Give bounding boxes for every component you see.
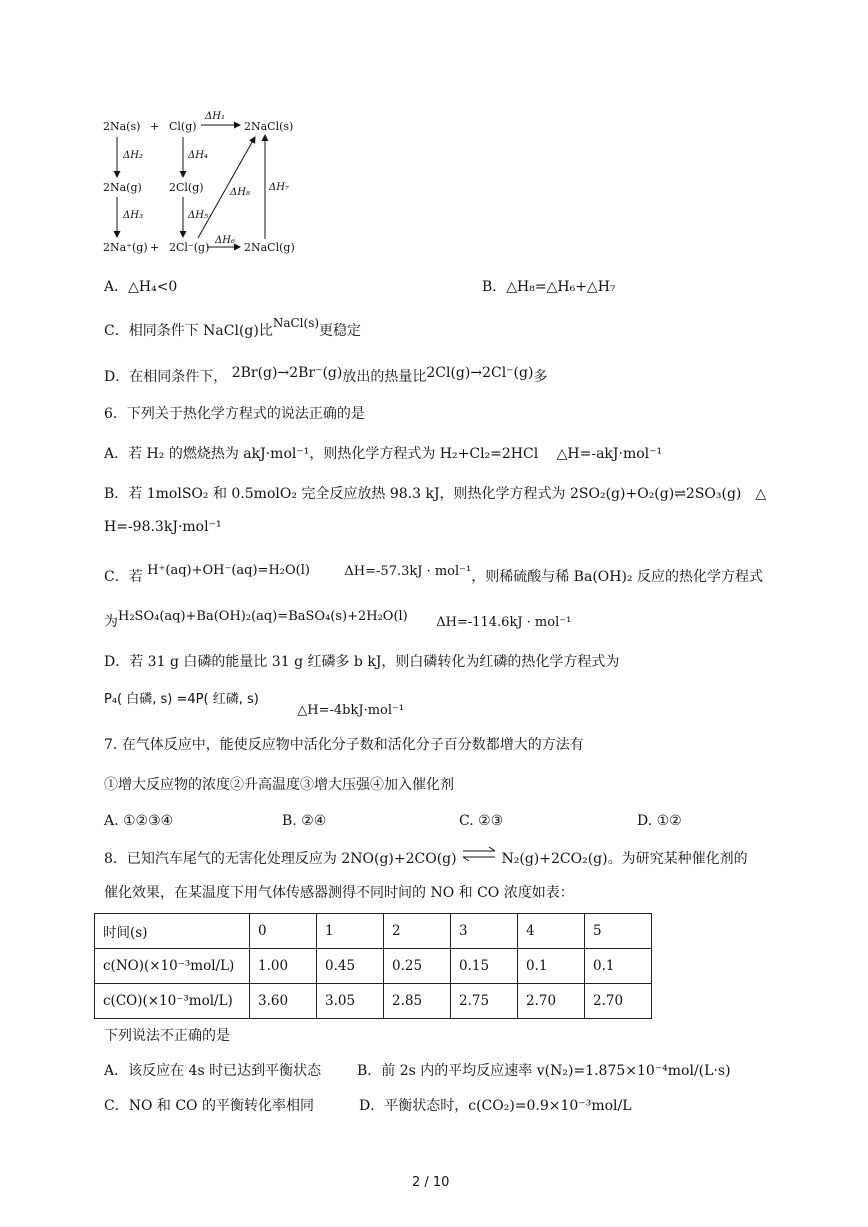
table-cell: 3.60 xyxy=(250,984,317,1019)
species-2na-s: 2Na(s) xyxy=(103,120,141,133)
species-2nacl-s: 2NaCl(s) xyxy=(244,120,294,133)
table-header-cell: 2 xyxy=(384,914,451,949)
table-header-cell: 3 xyxy=(451,914,518,949)
table-row xyxy=(95,949,652,984)
q8-stem-line2: 催化效果，在某温度下用气体传感器测得不同时间的 NO 和 CO 浓度如表： xyxy=(104,885,574,901)
q6-d-dh: △H=-4bkJ·mol⁻¹ xyxy=(297,703,405,718)
q7-option-b: B. ②④ xyxy=(282,813,327,829)
q7-stem: 7. 在气体反应中，能使反应物中活化分子数和活化分子百分数都增大的方法有 xyxy=(104,737,584,753)
plus-sign: + xyxy=(150,241,160,254)
q6-stem: 6．下列关于热化学方程式的说法正确的是 xyxy=(104,406,365,422)
equilibrium-arrow-icon xyxy=(461,847,497,861)
q6-option-d-line1: D．若 31 g 白磷的能量比 31 g 红磷多 b kJ，则白磷转化为红磷的热化学方程式为 xyxy=(104,654,620,670)
table-header-cell: 0 xyxy=(250,914,317,949)
table-cell: 3.05 xyxy=(317,984,384,1019)
energy-cycle-diagram xyxy=(95,105,315,265)
species-2cl-ion: 2Cl⁻(g) xyxy=(169,241,210,254)
species-2na-ion: 2Na⁺(g) xyxy=(103,241,148,254)
q6-c-dh: ΔH=-57.3kJ · mol⁻¹ xyxy=(344,564,472,579)
label-dh4: ΔH₄ xyxy=(188,150,208,161)
table-cell: 2.75 xyxy=(451,984,518,1019)
species-2cl-g: 2Cl(g) xyxy=(169,181,204,194)
table-cell: c(NO)(×10⁻³mol/L) xyxy=(95,949,250,984)
q8-option-a: A．该反应在 4s 时已达到平衡状态 xyxy=(104,1063,322,1079)
table-cell: 0.15 xyxy=(451,949,518,984)
q6-option-c-line2 xyxy=(104,611,571,631)
q8-stem-prefix: 8．已知汽车尾气的无害化处理反应为 2NO(g)+2CO(g) xyxy=(104,851,457,867)
q5-c-prefix: C．相同条件下 NaCl(g)比 xyxy=(104,323,273,339)
q6-c-formula: H⁺(aq)+OH⁻(aq)=H₂O(l) xyxy=(147,563,310,578)
table-cell: 0.1 xyxy=(585,949,652,984)
table-cell: 0.45 xyxy=(317,949,384,984)
q5-d-middle: 放出的热量比 xyxy=(342,369,427,385)
q8-after-table: 下列说法不正确的是 xyxy=(104,1028,230,1044)
table-cell: 0.1 xyxy=(518,949,585,984)
species-2nacl-g: 2NaCl(g) xyxy=(244,241,295,254)
label-dh6: ΔH₆ xyxy=(215,235,235,246)
table-cell: 2.85 xyxy=(384,984,451,1019)
q6-option-a: A．若 H₂ 的燃烧热为 akJ·mol⁻¹，则热化学方程式为 H₂+Cl₂=2HCl △H=-akJ·mol⁻¹ xyxy=(104,446,663,462)
q5-d-suffix: 多 xyxy=(533,369,548,385)
table-cell: 0.25 xyxy=(384,949,451,984)
q8-stem-line1 xyxy=(104,848,748,868)
label-dh8: ΔH₈ xyxy=(230,187,250,198)
q6-c2-prefix: 为 xyxy=(104,614,118,630)
q5-c-formula: NaCl(s) xyxy=(272,316,320,330)
concentration-table xyxy=(94,913,652,1019)
q8-option-c: C．NO 和 CO 的平衡转化率相同 xyxy=(104,1098,314,1114)
label-dh3: ΔH₃ xyxy=(123,210,143,221)
q6-c-suffix: ，则稀硫酸与稀 Ba(OH)₂ 反应的热化学方程式 xyxy=(471,569,763,585)
q5-option-b: B．△H₈=△H₆+△H₇ xyxy=(482,279,616,295)
q6-option-b-line2: H=-98.3kJ·mol⁻¹ xyxy=(104,519,222,535)
q5-d-formula-2: 2Cl(g)→2Cl⁻(g) xyxy=(426,365,534,381)
q8-option-b: B．前 2s 内的平均反应速率 v(N₂)=1.875×10⁻⁴mol/(L·s) xyxy=(357,1063,731,1079)
species-cl-g: Cl(g) xyxy=(169,120,197,133)
table-header-cell: 5 xyxy=(585,914,652,949)
table-header-cell: 时间(s) xyxy=(95,914,250,949)
species-2na-g: 2Na(g) xyxy=(103,181,142,194)
label-dh7: ΔH₇ xyxy=(269,182,289,193)
q6-c-prefix: C．若 xyxy=(104,569,143,585)
q6-c2-dh: ΔH=-114.6kJ · mol⁻¹ xyxy=(436,615,572,630)
table-header-row xyxy=(95,914,652,949)
q8-stem-suffix: N₂(g)+2CO₂(g)。为研究某种催化剂的 xyxy=(501,851,748,867)
q8-option-d: D．平衡状态时，c(CO₂)=0.9×10⁻³mol/L xyxy=(359,1098,632,1114)
q5-d-prefix: D．在相同条件下， xyxy=(104,369,228,385)
table-cell: c(CO)(×10⁻³mol/L) xyxy=(95,984,250,1019)
label-dh5: ΔH₅ xyxy=(188,210,208,221)
table-cell: 1.00 xyxy=(250,949,317,984)
page-number: 2 / 10 xyxy=(412,1175,450,1190)
q7-option-c: C. ②③ xyxy=(459,813,504,829)
q7-option-a: A. ①②③④ xyxy=(104,813,174,829)
q6-option-b-line1: B．若 1molSO₂ 和 0.5molO₂ 完全反应放热 98.3 kJ，则热化学方程式为 2SO₂(g)+O₂(g)⇌2SO₃(g) △ xyxy=(104,486,767,502)
table-header-cell: 1 xyxy=(317,914,384,949)
q5-d-formula-1: 2Br(g)→2Br⁻(g) xyxy=(231,365,343,381)
table-row xyxy=(95,984,652,1019)
q6-option-c-line1 xyxy=(104,563,763,586)
plus-sign: + xyxy=(150,120,160,133)
q6-option-d-line2 xyxy=(104,690,405,718)
label-dh2: ΔH₂ xyxy=(123,150,143,161)
q5-option-d xyxy=(104,366,547,386)
q5-option-a: A．△H₄<0 xyxy=(104,279,178,295)
q6-d-formula: P₄( 白磷, s) =4P( 红磷, s) xyxy=(104,692,259,707)
q5-c-suffix: 更稳定 xyxy=(319,323,362,339)
q7-option-d: D. ①② xyxy=(637,813,682,829)
table-cell: 2.70 xyxy=(585,984,652,1019)
label-dh1: ΔH₁ xyxy=(205,111,225,122)
q6-c2-formula: H₂SO₄(aq)+Ba(OH)₂(aq)=BaSO₄(s)+2H₂O(l) xyxy=(118,609,408,624)
table-cell: 2.70 xyxy=(518,984,585,1019)
table-header-cell: 4 xyxy=(518,914,585,949)
q7-items: ①增大反应物的浓度②升高温度③增大压强④加入催化剂 xyxy=(104,777,454,793)
q5-option-c xyxy=(104,316,362,340)
